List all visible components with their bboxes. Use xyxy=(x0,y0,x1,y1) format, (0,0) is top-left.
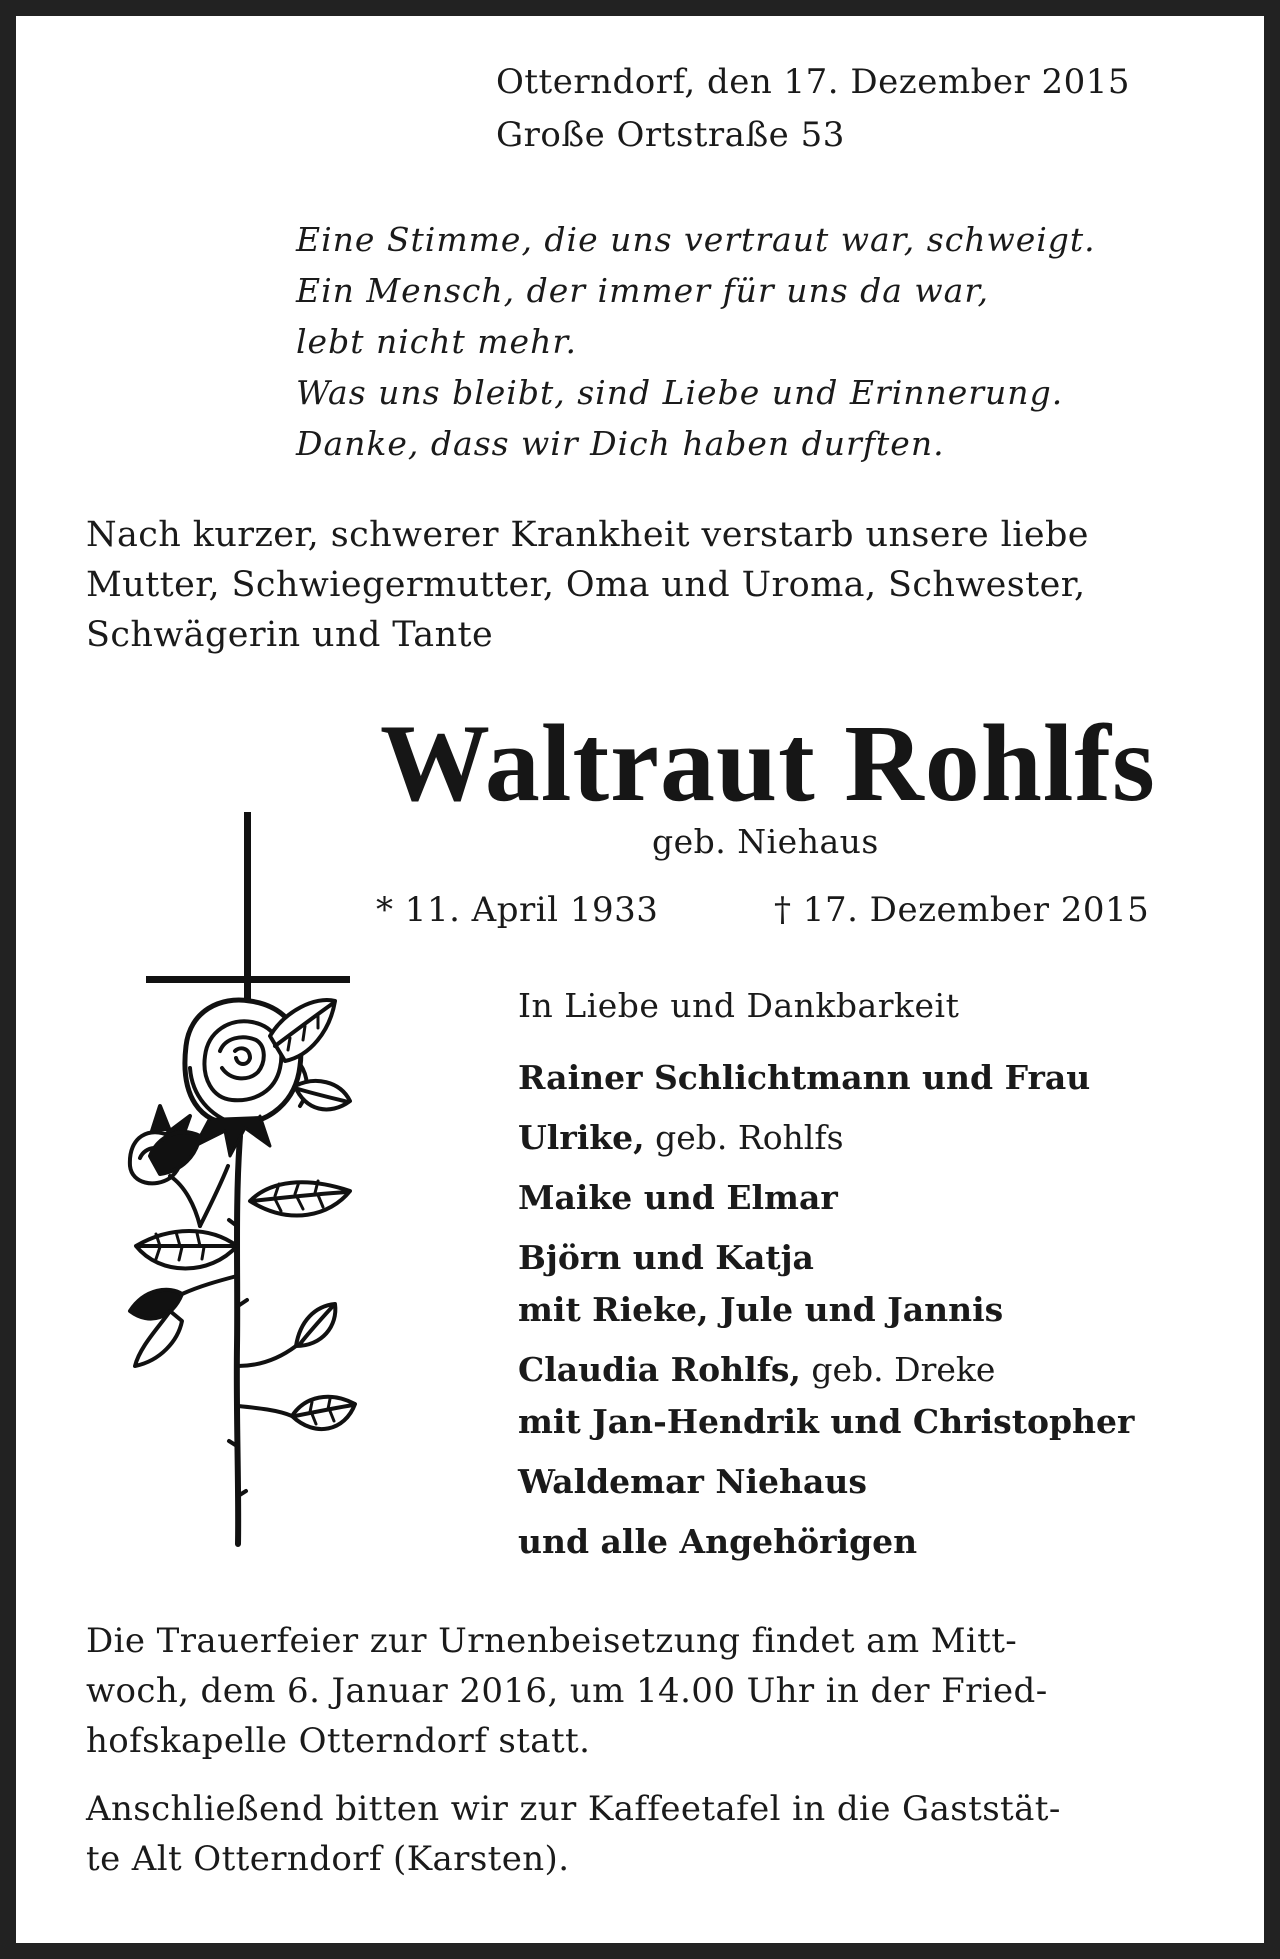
birth-name: geb. Niehaus xyxy=(652,822,879,861)
address: Große Ortstraße 53 xyxy=(496,115,845,155)
mourner-line xyxy=(518,1118,844,1157)
funeral-line: woch, dem 6. Januar 2016, um 14.00 Uhr in der Fried- xyxy=(86,1671,1048,1711)
mourner-line: mit Jan-Hendrik und Christopher xyxy=(518,1402,1135,1441)
cross-rose-illustration xyxy=(100,806,360,1556)
reception-line: Anschließend bitten wir zur Kaffeetafel in die Gaststät- xyxy=(86,1789,1061,1829)
deceased-name: Waltraut Rohlfs xyxy=(380,702,1156,824)
funeral-line: Die Trauerfeier zur Urnenbeisetzung findet am Mitt- xyxy=(86,1621,1018,1661)
mourners-heading: In Liebe und Dankbarkeit xyxy=(518,986,960,1025)
mourner-line xyxy=(518,1350,995,1389)
reception-line: te Alt Otterndorf (Karsten). xyxy=(86,1839,570,1879)
mourner-birthname: geb. Rohlfs xyxy=(644,1118,844,1157)
mourner-line: Waldemar Niehaus xyxy=(518,1462,867,1501)
funeral-line: hofskapelle Otterndorf statt. xyxy=(86,1721,591,1761)
funeral-notice xyxy=(86,1616,1048,1766)
mourner-line: und alle Angehörigen xyxy=(518,1522,918,1561)
poem-line: Danke, dass wir Dich haben durften. xyxy=(296,424,945,463)
mourner-birthname: geb. Dreke xyxy=(800,1350,996,1389)
mourner-line: Rainer Schlichtmann und Frau xyxy=(518,1058,1091,1097)
intro-line: Mutter, Schwiegermutter, Oma und Uroma, Schwester, xyxy=(86,565,1086,605)
poem-line: lebt nicht mehr. xyxy=(296,322,577,361)
place-date: Otterndorf, den 17. Dezember 2015 xyxy=(496,62,1131,102)
reception-notice xyxy=(86,1784,1061,1884)
mourner-name: Claudia Rohlfs, xyxy=(518,1350,801,1389)
birth-date: * 11. April 1933 xyxy=(376,890,659,930)
rose-icon xyxy=(130,1000,355,1544)
intro-line: Schwägerin und Tante xyxy=(86,615,494,655)
mourner-line: mit Rieke, Jule und Jannis xyxy=(518,1290,1004,1329)
intro-text xyxy=(86,510,1089,660)
mourner-name: Ulrike, xyxy=(518,1118,645,1157)
mourner-line: Björn und Katja xyxy=(518,1238,814,1277)
poem-line: Ein Mensch, der immer für uns da war, xyxy=(296,271,989,310)
poem xyxy=(296,214,1096,469)
mourner-line: Maike und Elmar xyxy=(518,1178,838,1217)
intro-line: Nach kurzer, schwerer Krankheit verstarb unsere liebe xyxy=(86,515,1089,555)
death-date: † 17. Dezember 2015 xyxy=(774,890,1150,930)
poem-line: Eine Stimme, die uns vertraut war, schweigt. xyxy=(296,220,1096,259)
poem-line: Was uns bleibt, sind Liebe und Erinnerung. xyxy=(296,373,1064,412)
